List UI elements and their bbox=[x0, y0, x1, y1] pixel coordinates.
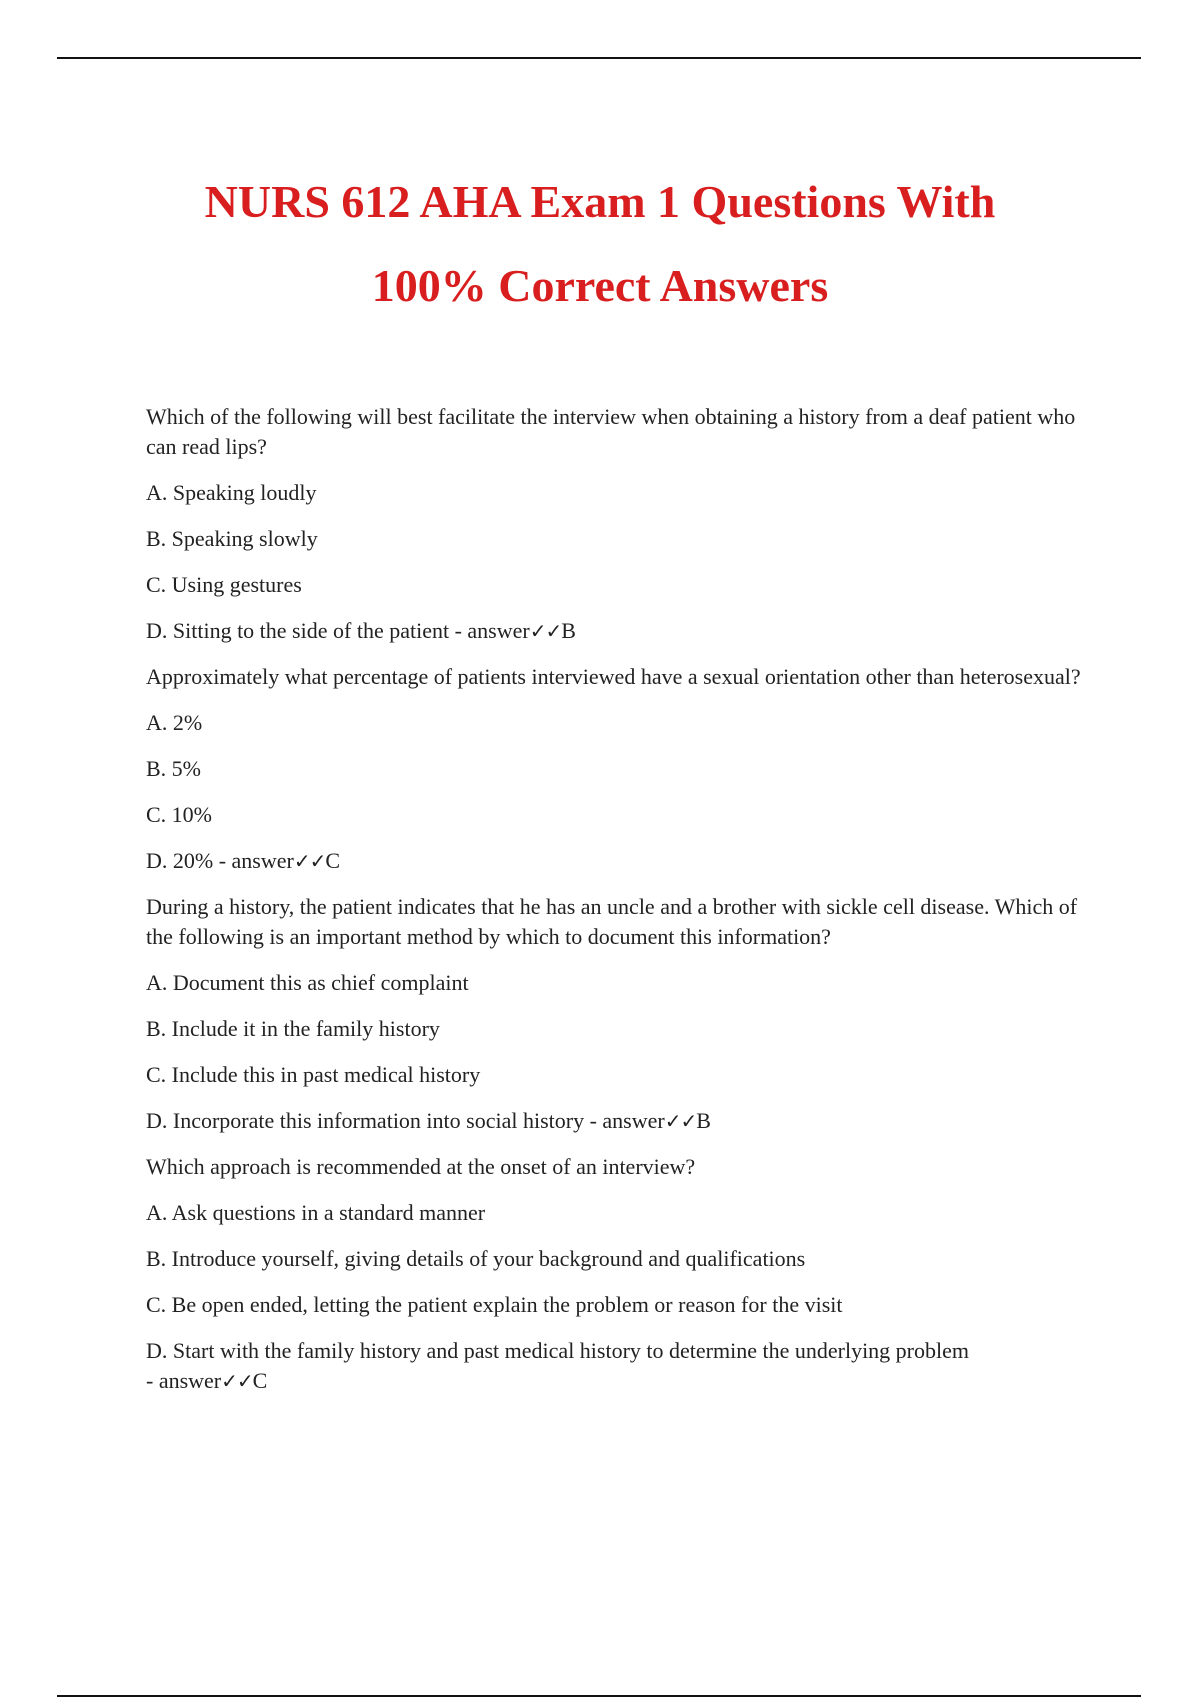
answer-option: C. Be open ended, letting the patient explain the problem or reason for the visit bbox=[146, 1292, 843, 1317]
question-text: Approximately what percentage of patients interviewed have a sexual orientation other than heterosexual? bbox=[146, 664, 1081, 689]
top-divider bbox=[57, 57, 1141, 59]
correct-answer: C bbox=[252, 1368, 268, 1393]
bottom-divider bbox=[57, 1695, 1141, 1697]
check-mark-icon: ✓✓ bbox=[221, 1369, 253, 1393]
question-text: During a history, the patient indicates that he has an uncle and a brother with sickle cell disease. Which of the following is an important method by which to document this information? bbox=[146, 894, 1078, 949]
answer-option bbox=[146, 616, 1086, 646]
question-block bbox=[146, 402, 1086, 646]
question-block bbox=[146, 1152, 1086, 1396]
correct-answer: B bbox=[696, 1108, 711, 1133]
check-mark-icon: ✓✓ bbox=[293, 849, 326, 873]
answer-option: B. Include it in the family history bbox=[146, 1016, 440, 1041]
question-block bbox=[146, 662, 1086, 876]
answer-option: A. Speaking loudly bbox=[146, 480, 317, 505]
answer-option bbox=[146, 846, 1086, 876]
answer-option: C. Using gestures bbox=[146, 572, 302, 597]
option-text: D. Sitting to the side of the patient bbox=[146, 618, 450, 643]
correct-answer: C bbox=[325, 848, 341, 873]
answer-prefix: - answer bbox=[449, 618, 530, 643]
answer-option bbox=[146, 1336, 1086, 1396]
answer-option: B. Speaking slowly bbox=[146, 526, 318, 551]
option-text: D. Incorporate this information into social history bbox=[146, 1108, 585, 1133]
answer-option: A. 2% bbox=[146, 710, 203, 735]
title-line-2: 100% Correct Answers bbox=[371, 260, 829, 311]
title-line-1: NURS 612 AHA Exam 1 Questions With bbox=[204, 176, 996, 227]
answer-option: A. Ask questions in a standard manner bbox=[146, 1200, 486, 1225]
answer-option: A. Document this as chief complaint bbox=[146, 970, 469, 995]
check-mark-icon: ✓✓ bbox=[529, 619, 562, 643]
answer-option: C. Include this in past medical history bbox=[146, 1062, 481, 1087]
answer-prefix: - answer bbox=[213, 848, 294, 873]
answer-prefix: - answer bbox=[584, 1108, 665, 1133]
answer-option: B. 5% bbox=[146, 756, 201, 781]
correct-answer: B bbox=[561, 618, 576, 643]
page-title bbox=[0, 160, 1200, 328]
answer-option bbox=[146, 1106, 1086, 1136]
question-text: Which approach is recommended at the onset of an interview? bbox=[146, 1154, 696, 1179]
answer-prefix: - answer bbox=[146, 1368, 222, 1393]
question-list bbox=[146, 402, 1086, 1412]
option-text: D. Start with the family history and past medical history to determine the underlying problem bbox=[146, 1338, 969, 1363]
question-text: Which of the following will best facilitate the interview when obtaining a history from a deaf patient who can read lips? bbox=[146, 404, 1076, 459]
check-mark-icon: ✓✓ bbox=[664, 1109, 697, 1133]
option-text: D. 20% bbox=[146, 848, 214, 873]
question-block bbox=[146, 892, 1086, 1136]
answer-option: C. 10% bbox=[146, 802, 212, 827]
answer-option: B. Introduce yourself, giving details of your background and qualifications bbox=[146, 1246, 806, 1271]
